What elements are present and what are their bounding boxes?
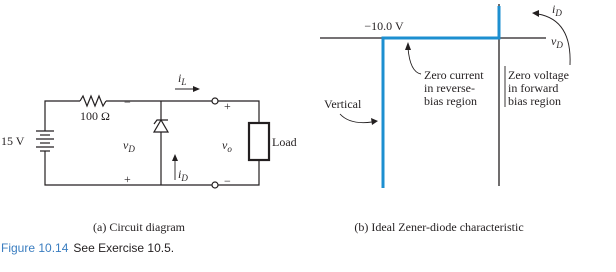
- vo-minus-sign: −: [224, 174, 231, 188]
- figure-caption: [1, 241, 174, 255]
- output-terminal-bottom: [212, 182, 218, 188]
- load-box: [249, 123, 269, 160]
- resistor: [80, 96, 106, 106]
- battery-symbol: [36, 121, 54, 165]
- zero-current-annotation: [405, 42, 484, 108]
- iD-label: $i_D$: [178, 167, 188, 183]
- figure-number: Figure 10.14: [1, 241, 69, 255]
- vD-minus-sign: −: [124, 95, 131, 109]
- characteristic-caption: (b) Ideal Zener-diode characteristic: [354, 220, 524, 234]
- vD-label: $v_D$: [123, 138, 135, 154]
- top-wire: [45, 101, 80, 121]
- vo-plus-sign: +: [224, 99, 231, 113]
- vertical-pointer: [340, 114, 372, 123]
- zener-characteristic: [320, 2, 570, 234]
- vD-axis-label: $v_D$: [551, 34, 563, 50]
- zero-voltage-annotation: [505, 66, 569, 108]
- zero-current-line-3: bias region: [424, 94, 477, 108]
- breakdown-voltage-label: −10.0 V: [364, 19, 404, 33]
- zero-voltage-line-2: in forward: [508, 81, 559, 95]
- circuit-caption: (a) Circuit diagram: [93, 220, 185, 234]
- iL-label: $i_L$: [178, 71, 187, 87]
- zener-diode-symbol: [154, 101, 168, 185]
- load-label: Load: [272, 135, 297, 149]
- resistor-label: 100 Ω: [80, 109, 110, 123]
- zero-current-line-2: in reverse-: [424, 81, 475, 95]
- figure-caption-text: See Exercise 10.5.: [73, 241, 175, 255]
- zero-current-line-1: Zero current: [424, 68, 484, 82]
- vertical-label: Vertical: [324, 97, 362, 111]
- iD-axis-label: $i_D$: [552, 2, 562, 18]
- vD-plus-sign: +: [124, 172, 131, 186]
- vo-label: $v_o$: [222, 138, 232, 154]
- output-terminal-top: [212, 98, 218, 104]
- zero-voltage-line-3: bias region: [508, 94, 561, 108]
- circuit-diagram: [1, 71, 297, 234]
- zero-voltage-line-1: Zero voltage: [508, 68, 569, 82]
- source-label: 15 V: [1, 134, 25, 148]
